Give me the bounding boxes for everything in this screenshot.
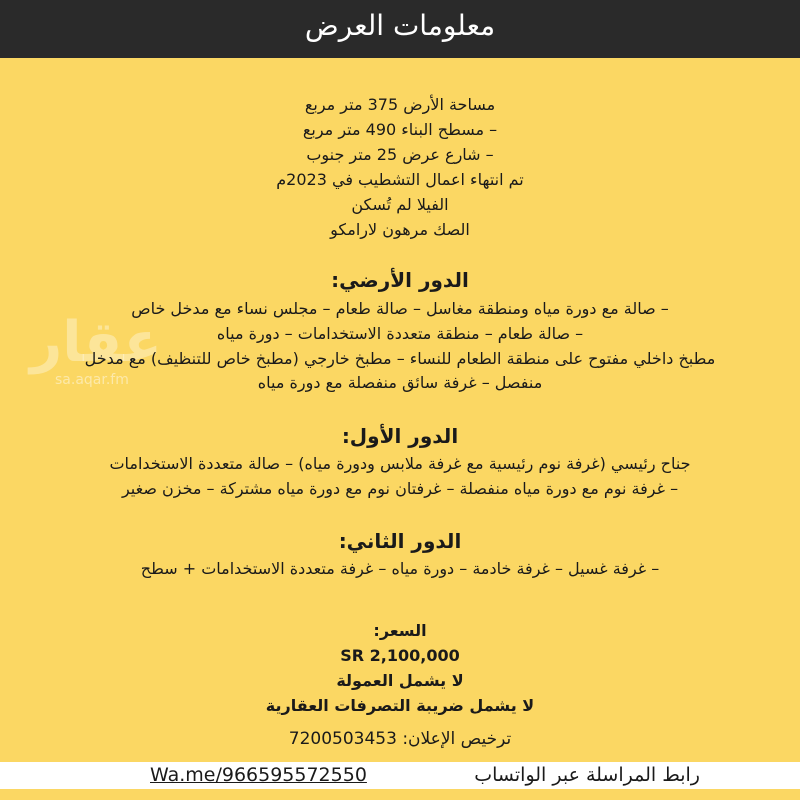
header-title: معلومات العرض <box>0 0 800 58</box>
second-line: – غرفة غسيل – غرفة خادمة – دورة مياه – غرفة متعددة الاستخدامات + سطح <box>140 559 660 578</box>
license-number: ترخيص الإعلان: 7200503453 <box>288 729 512 749</box>
second-floor-title: الدور الثاني: <box>338 529 462 553</box>
intro-line: – شارع عرض 25 متر جنوب <box>306 145 494 164</box>
price-label: السعر: <box>373 621 427 640</box>
ground-floor-title: الدور الأرضي: <box>331 268 469 292</box>
ground-line: – صالة طعام – منطقة متعددة الاستخدامات – دورة مياه <box>216 324 584 343</box>
price-value: SR 2,100,000 <box>340 646 460 665</box>
first-line: جناح رئيسي (غرفة نوم رئيسية مع غرفة ملابس ودورة مياه) – صالة متعددة الاستخدامات <box>109 454 691 473</box>
first-line: – غرفة نوم مع دورة مياه منفصلة – غرفتان نوم مع دورة مياه مشتركة – مخزن صغير <box>121 479 679 498</box>
intro-line: تم انتهاء اعمال التشطيب في 2023م <box>276 170 524 189</box>
watermark-logo: عقار <box>30 310 162 375</box>
intro-line: الصك مرهون لارامكو <box>330 220 470 239</box>
whatsapp-label: رابط المراسلة عبر الواتساب <box>474 764 700 786</box>
intro-line: مساحة الأرض 375 متر مربع <box>304 95 496 114</box>
intro-line: – مسطح البناء 490 متر مربع <box>302 120 498 139</box>
ground-line: – صالة مع دورة مياه ومنطقة مغاسل – صالة طعام – مجلس نساء مع مدخل خاص <box>131 299 669 318</box>
price-note: لا يشمل العمولة <box>336 671 464 690</box>
watermark-url: sa.aqar.fm <box>55 372 129 388</box>
price-note: لا يشمل ضريبة التصرفات العقارية <box>265 696 535 715</box>
intro-line: الفيلا لم تُسكن <box>351 195 449 214</box>
whatsapp-link[interactable]: Wa.me/966595572550 <box>150 764 367 786</box>
ground-line: منفصل – غرفة سائق منفصلة مع دورة مياه <box>257 373 543 392</box>
ground-line: مطبخ داخلي مفتوح على منطقة الطعام للنساء – مطبخ خارجي (مطبخ خاص للتنظيف) مع مدخل <box>84 349 716 368</box>
first-floor-title: الدور الأول: <box>341 424 459 448</box>
